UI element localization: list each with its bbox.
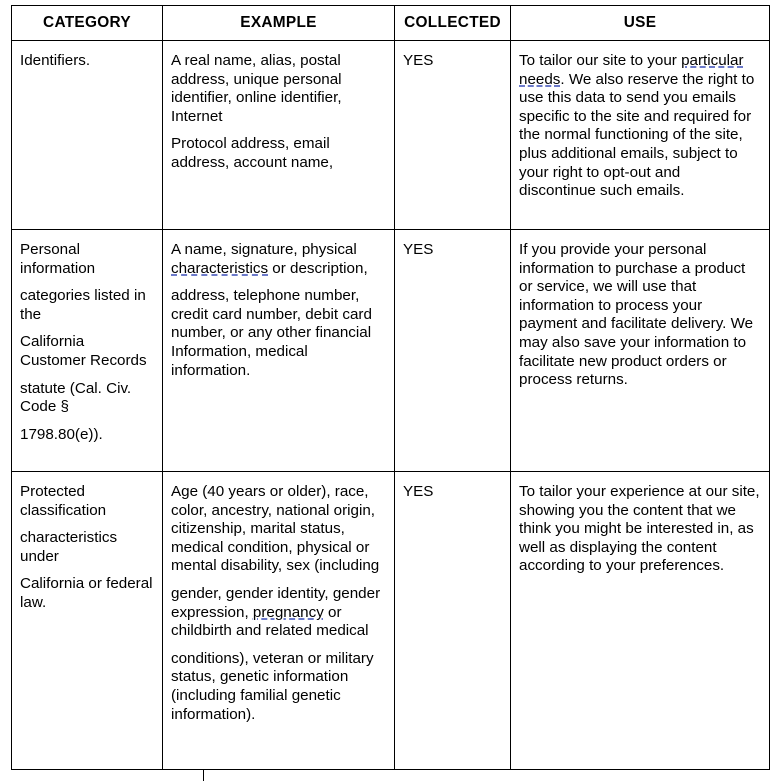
- example-text: Protocol address, email address, account name,: [171, 135, 334, 171]
- example-text: address, telephone number, credit card number, debit card number, or any other financial Information, medical information.: [171, 287, 372, 379]
- cell-collected: [395, 230, 511, 472]
- example-text-part: gender, gender identity, gender expression,: [171, 584, 381, 621]
- spellcheck-marked-text: characteristics: [171, 259, 269, 277]
- cell-use: [511, 472, 770, 770]
- cell-example: [163, 472, 395, 770]
- cell-example: [163, 41, 395, 230]
- header-example: EXAMPLE: [163, 6, 395, 41]
- category-text: 1798.80(e)).: [20, 425, 103, 443]
- cell-collected: [395, 472, 511, 770]
- cell-category: [12, 472, 163, 770]
- header-collected: COLLECTED: [395, 6, 511, 41]
- table-header-row: [12, 6, 770, 41]
- category-text: Protected classification: [20, 483, 107, 519]
- cell-use: [511, 230, 770, 472]
- cell-category: [12, 41, 163, 230]
- category-text: California Customer Records: [20, 333, 147, 369]
- example-text: [171, 241, 386, 278]
- category-text: characteristics under: [20, 529, 118, 565]
- category-text: California or federal law.: [20, 575, 153, 611]
- use-text: To tailor our site to your: [519, 52, 682, 69]
- cell-use: [511, 41, 770, 230]
- table-continuation-line: [203, 769, 204, 781]
- category-text: statute (Cal. Civ. Code §: [20, 379, 132, 416]
- cell-collected: [395, 41, 511, 230]
- privacy-data-table: [11, 5, 770, 770]
- collected-value: YES: [403, 241, 434, 258]
- header-category: CATEGORY: [12, 6, 163, 41]
- header-use: USE: [511, 6, 770, 41]
- table-row-personal-information: [12, 230, 770, 472]
- example-text-part: or childbirth and related medical: [171, 603, 369, 640]
- example-text: [171, 585, 386, 641]
- category-text: Personal information: [20, 241, 96, 277]
- example-text-part: A name, signature, physical: [171, 241, 357, 258]
- table-row-protected-classification: [12, 472, 770, 770]
- spellcheck-marked-text: particular needs: [519, 52, 744, 88]
- example-text-part: or description,: [268, 259, 368, 277]
- use-text: . We also reserve the right to use this data to send you emails specific to the site and required for the normal functioning of the site, plus additional emails, subject to your right to opt-out and discontinue such emails.: [519, 70, 755, 200]
- example-text: conditions), veteran or military status, genetic information (including familial genetic information).: [171, 649, 374, 723]
- example-text: Age (40 years or older), race, color, ancestry, national origin, citizenship, marital status, medical condition, physical or mental disability, sex (including: [171, 483, 380, 575]
- collected-value: YES: [403, 52, 434, 69]
- cell-example: [163, 230, 395, 472]
- spellcheck-marked-text: pregnancy: [252, 603, 324, 621]
- collected-value: YES: [403, 483, 434, 500]
- category-text: Identifiers.: [20, 52, 91, 69]
- table-row-identifiers: [12, 41, 770, 230]
- category-text: categories listed in the: [20, 287, 146, 323]
- cell-category: [12, 230, 163, 472]
- use-text: To tailor your experience at our site, showing you the content that we think you might be interested in, as well as displaying the content according to your preferences.: [519, 483, 760, 575]
- use-text: If you provide your personal information to purchase a product or service, we will use that information to process your payment and facilitate delivery. We may also save your information to facilitate new product orders or process returns.: [519, 241, 754, 389]
- example-text: A real name, alias, postal address, unique personal identifier, online identifier, Internet: [171, 52, 342, 125]
